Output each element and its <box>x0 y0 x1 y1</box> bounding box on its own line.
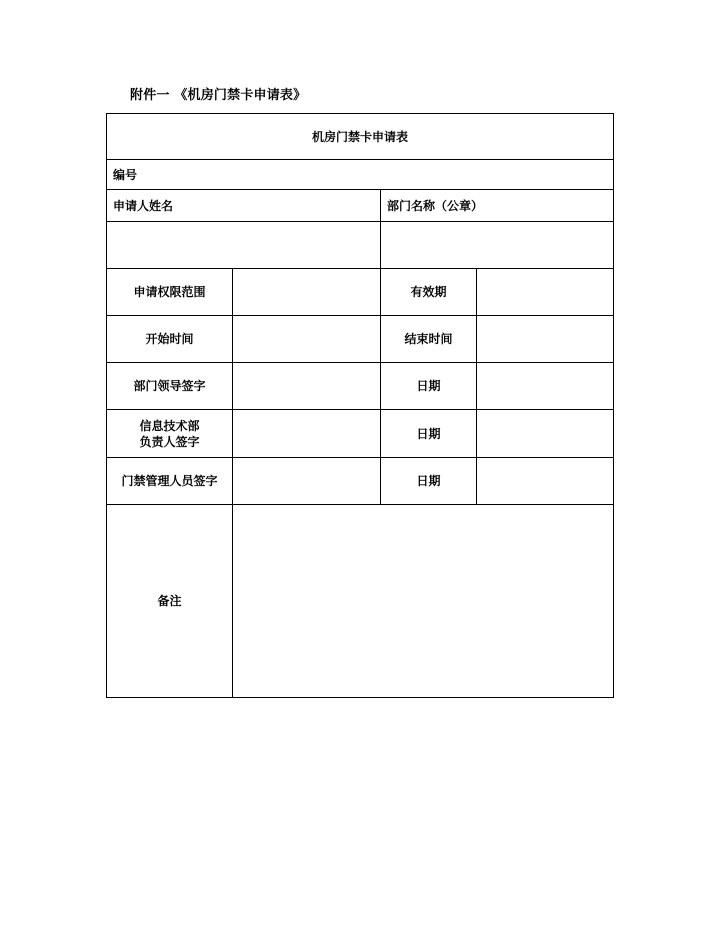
remarks-field[interactable] <box>233 505 613 697</box>
applicant-name-field[interactable] <box>107 222 380 268</box>
it-head-date-field[interactable] <box>477 410 613 457</box>
dept-leader-date-field[interactable] <box>477 363 613 409</box>
document-heading: 附件一 《机房门禁卡申请表》 <box>130 88 307 103</box>
end-time-field[interactable] <box>477 316 613 362</box>
access-admin-signature-label: 门禁管理人员签字 <box>121 474 218 488</box>
serial-number-label: 编号 <box>113 167 138 182</box>
department-name-label: 部门名称（公章） <box>387 198 484 213</box>
validity-period-field[interactable] <box>477 269 613 315</box>
dept-leader-signature-field[interactable] <box>233 363 380 409</box>
access-admin-date-label: 日期 <box>416 474 441 488</box>
it-head-signature-label <box>107 410 232 457</box>
access-scope-field[interactable] <box>233 269 380 315</box>
department-name-field[interactable] <box>381 222 613 268</box>
dept-leader-signature-label: 部门领导签字 <box>133 379 206 393</box>
it-head-signature-field[interactable] <box>233 410 380 457</box>
start-time-label: 开始时间 <box>145 332 194 346</box>
form-title: 机房门禁卡申请表 <box>311 129 408 144</box>
dept-leader-date-label: 日期 <box>416 379 441 393</box>
end-time-label: 结束时间 <box>404 332 453 346</box>
applicant-name-label: 申请人姓名 <box>113 198 174 213</box>
it-head-date-label: 日期 <box>416 426 441 441</box>
validity-period-label: 有效期 <box>410 285 447 299</box>
access-admin-date-field[interactable] <box>477 458 613 504</box>
access-scope-label: 申请权限范围 <box>133 285 206 299</box>
start-time-field[interactable] <box>233 316 380 362</box>
access-admin-signature-field[interactable] <box>233 458 380 504</box>
it-head-signature-label-line1: 信息技术部 <box>139 418 200 433</box>
it-head-signature-label-line2: 负责人签字 <box>139 434 200 449</box>
remarks-label: 备注 <box>157 594 182 608</box>
